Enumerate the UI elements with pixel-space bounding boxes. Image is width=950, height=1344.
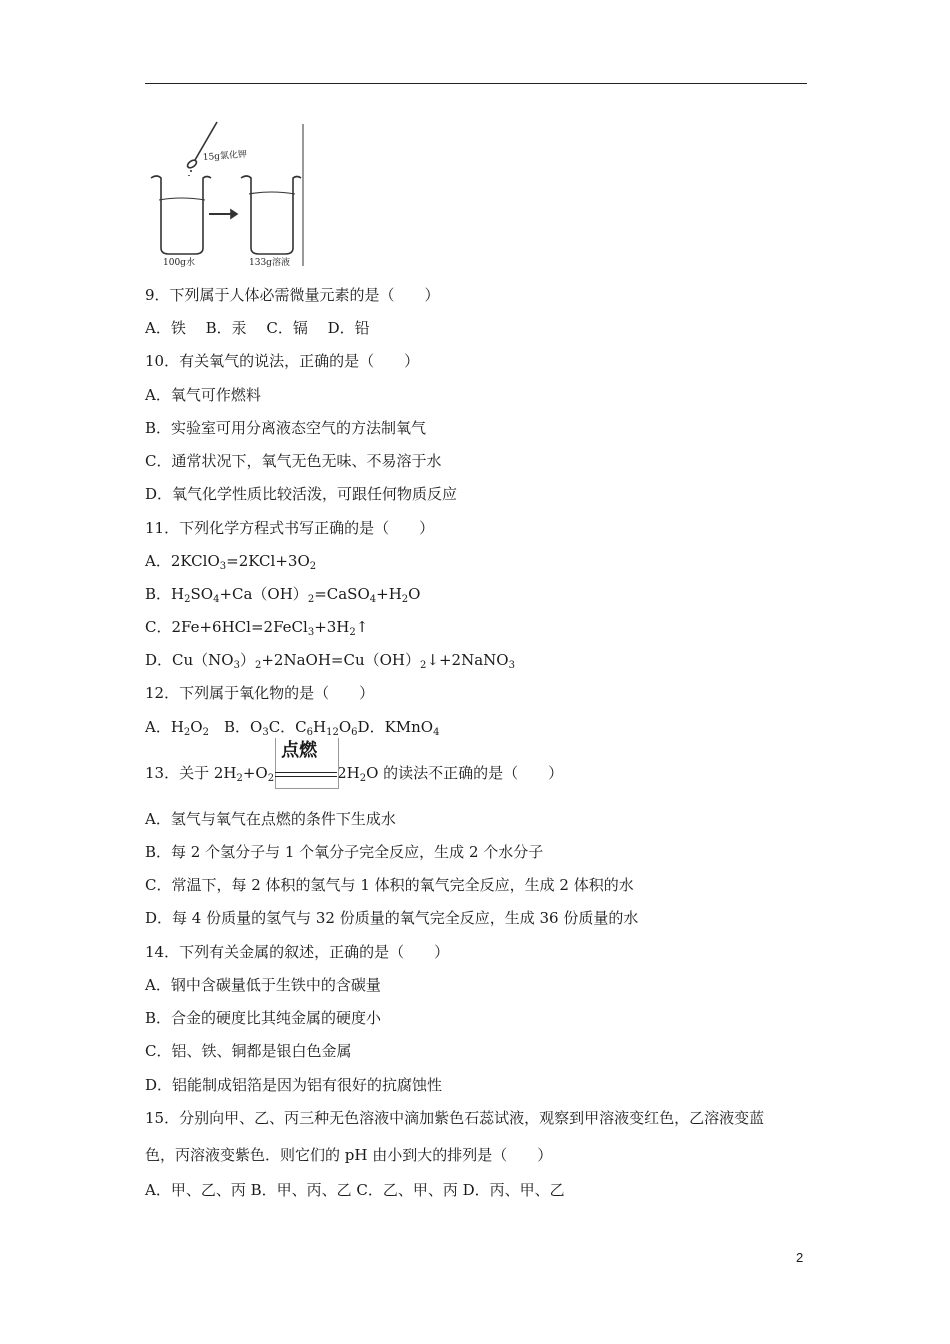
q11-option-a: A．$2KClO_3=2KCl+3O_2$: [145, 552, 317, 572]
header-rule: [145, 83, 807, 84]
reaction-condition: 点燃: [275, 764, 337, 784]
q13-option-a: A．氢气与氧气在点燃的条件下生成水: [145, 810, 396, 828]
q12-options: A．$H_2O_2$ B．$O_3C$．$C_6H_{12}O_6D$．KMnO$_4$: [145, 718, 440, 738]
q13-option-d: D．每 4 份质量的氢气与 32 份质量的氧气完全反应，生成 36 份质量的水: [145, 909, 639, 927]
q11-stem: 11．下列化学方程式书写正确的是（ ）: [145, 519, 435, 537]
q10-option-a: A．氧气可作燃料: [145, 386, 261, 404]
figure-label-add: 15g氯化钾: [202, 149, 248, 163]
q15-options: A．甲、乙、丙 B．甲、丙、乙 C．乙、甲、丙 D．丙、甲、乙: [145, 1181, 565, 1199]
beaker-right: [241, 176, 301, 254]
q9-stem: 9．下列属于人体必需微量元素的是（ ）: [145, 286, 440, 304]
q13-option-b: B．每 2 个氢分子与 1 个氧分子完全反应，生成 2 个水分子: [145, 843, 544, 861]
q14-stem: 14．下列有关金属的叙述，正确的是（ ）: [145, 943, 450, 961]
q10-option-d: D．氧气化学性质比较活泼，可跟任何物质反应: [145, 485, 458, 503]
figure-label-left: 100g水: [163, 258, 195, 268]
q11-option-b: B．$H_2SO_4+Ca(OH)_2=CaSO_4+H_2O$: [145, 585, 421, 605]
beaker-left: [151, 176, 211, 254]
experiment-figure: [145, 120, 305, 268]
q10-option-c: C．通常状况下，氧气无色无味、不易溶于水: [145, 452, 442, 470]
q15-stem-line1: 15．分别向甲、乙、丙三种无色溶液中滴加紫色石蕊试液，观察到甲溶液变红色，乙溶液变蓝: [145, 1109, 765, 1127]
figure-label-right: 133g溶液: [249, 258, 290, 268]
q11-option-c: C．$2Fe+6HCl=2FeCl_3+3H_2↑$: [145, 618, 369, 638]
q13-stem: 13．关于 $2H_2+O_2$ 点燃 $2H_2O$ 的读法不正确的是（ ）: [145, 763, 563, 784]
q14-option-b: B．合金的硬度比其纯金属的硬度小: [145, 1009, 382, 1027]
q14-option-a: A．钢中含碳量低于生铁中的含碳量: [145, 976, 381, 994]
q14-option-d: D．铝能制成铝箔是因为铝有很好的抗腐蚀性: [145, 1076, 443, 1094]
q12-stem: 12．下列属于氧化物的是（ ）: [145, 684, 375, 702]
q11-option-d: D．$Cu(NO_3)_2+2NaOH=Cu(OH)_2↓+2NaNO_3$: [145, 651, 515, 671]
q9-options: A．铁 B．汞 C．镉 D．铅: [145, 319, 370, 337]
q15-stem-line2: 色，丙溶液变紫色．则它们的 pH 由小到大的排列是（ ）: [145, 1146, 553, 1164]
q14-option-c: C．铝、铁、铜都是银白色金属: [145, 1042, 352, 1060]
q10-stem: 10．有关氧气的说法，正确的是（ ）: [145, 352, 420, 370]
q13-option-c: C．常温下，每 2 体积的氢气与 1 体积的氧气完全反应，生成 2 体积的水: [145, 876, 634, 894]
page-number: 2: [796, 1250, 804, 1265]
q10-option-b: B．实验室可用分离液态空气的方法制氧气: [145, 419, 427, 437]
